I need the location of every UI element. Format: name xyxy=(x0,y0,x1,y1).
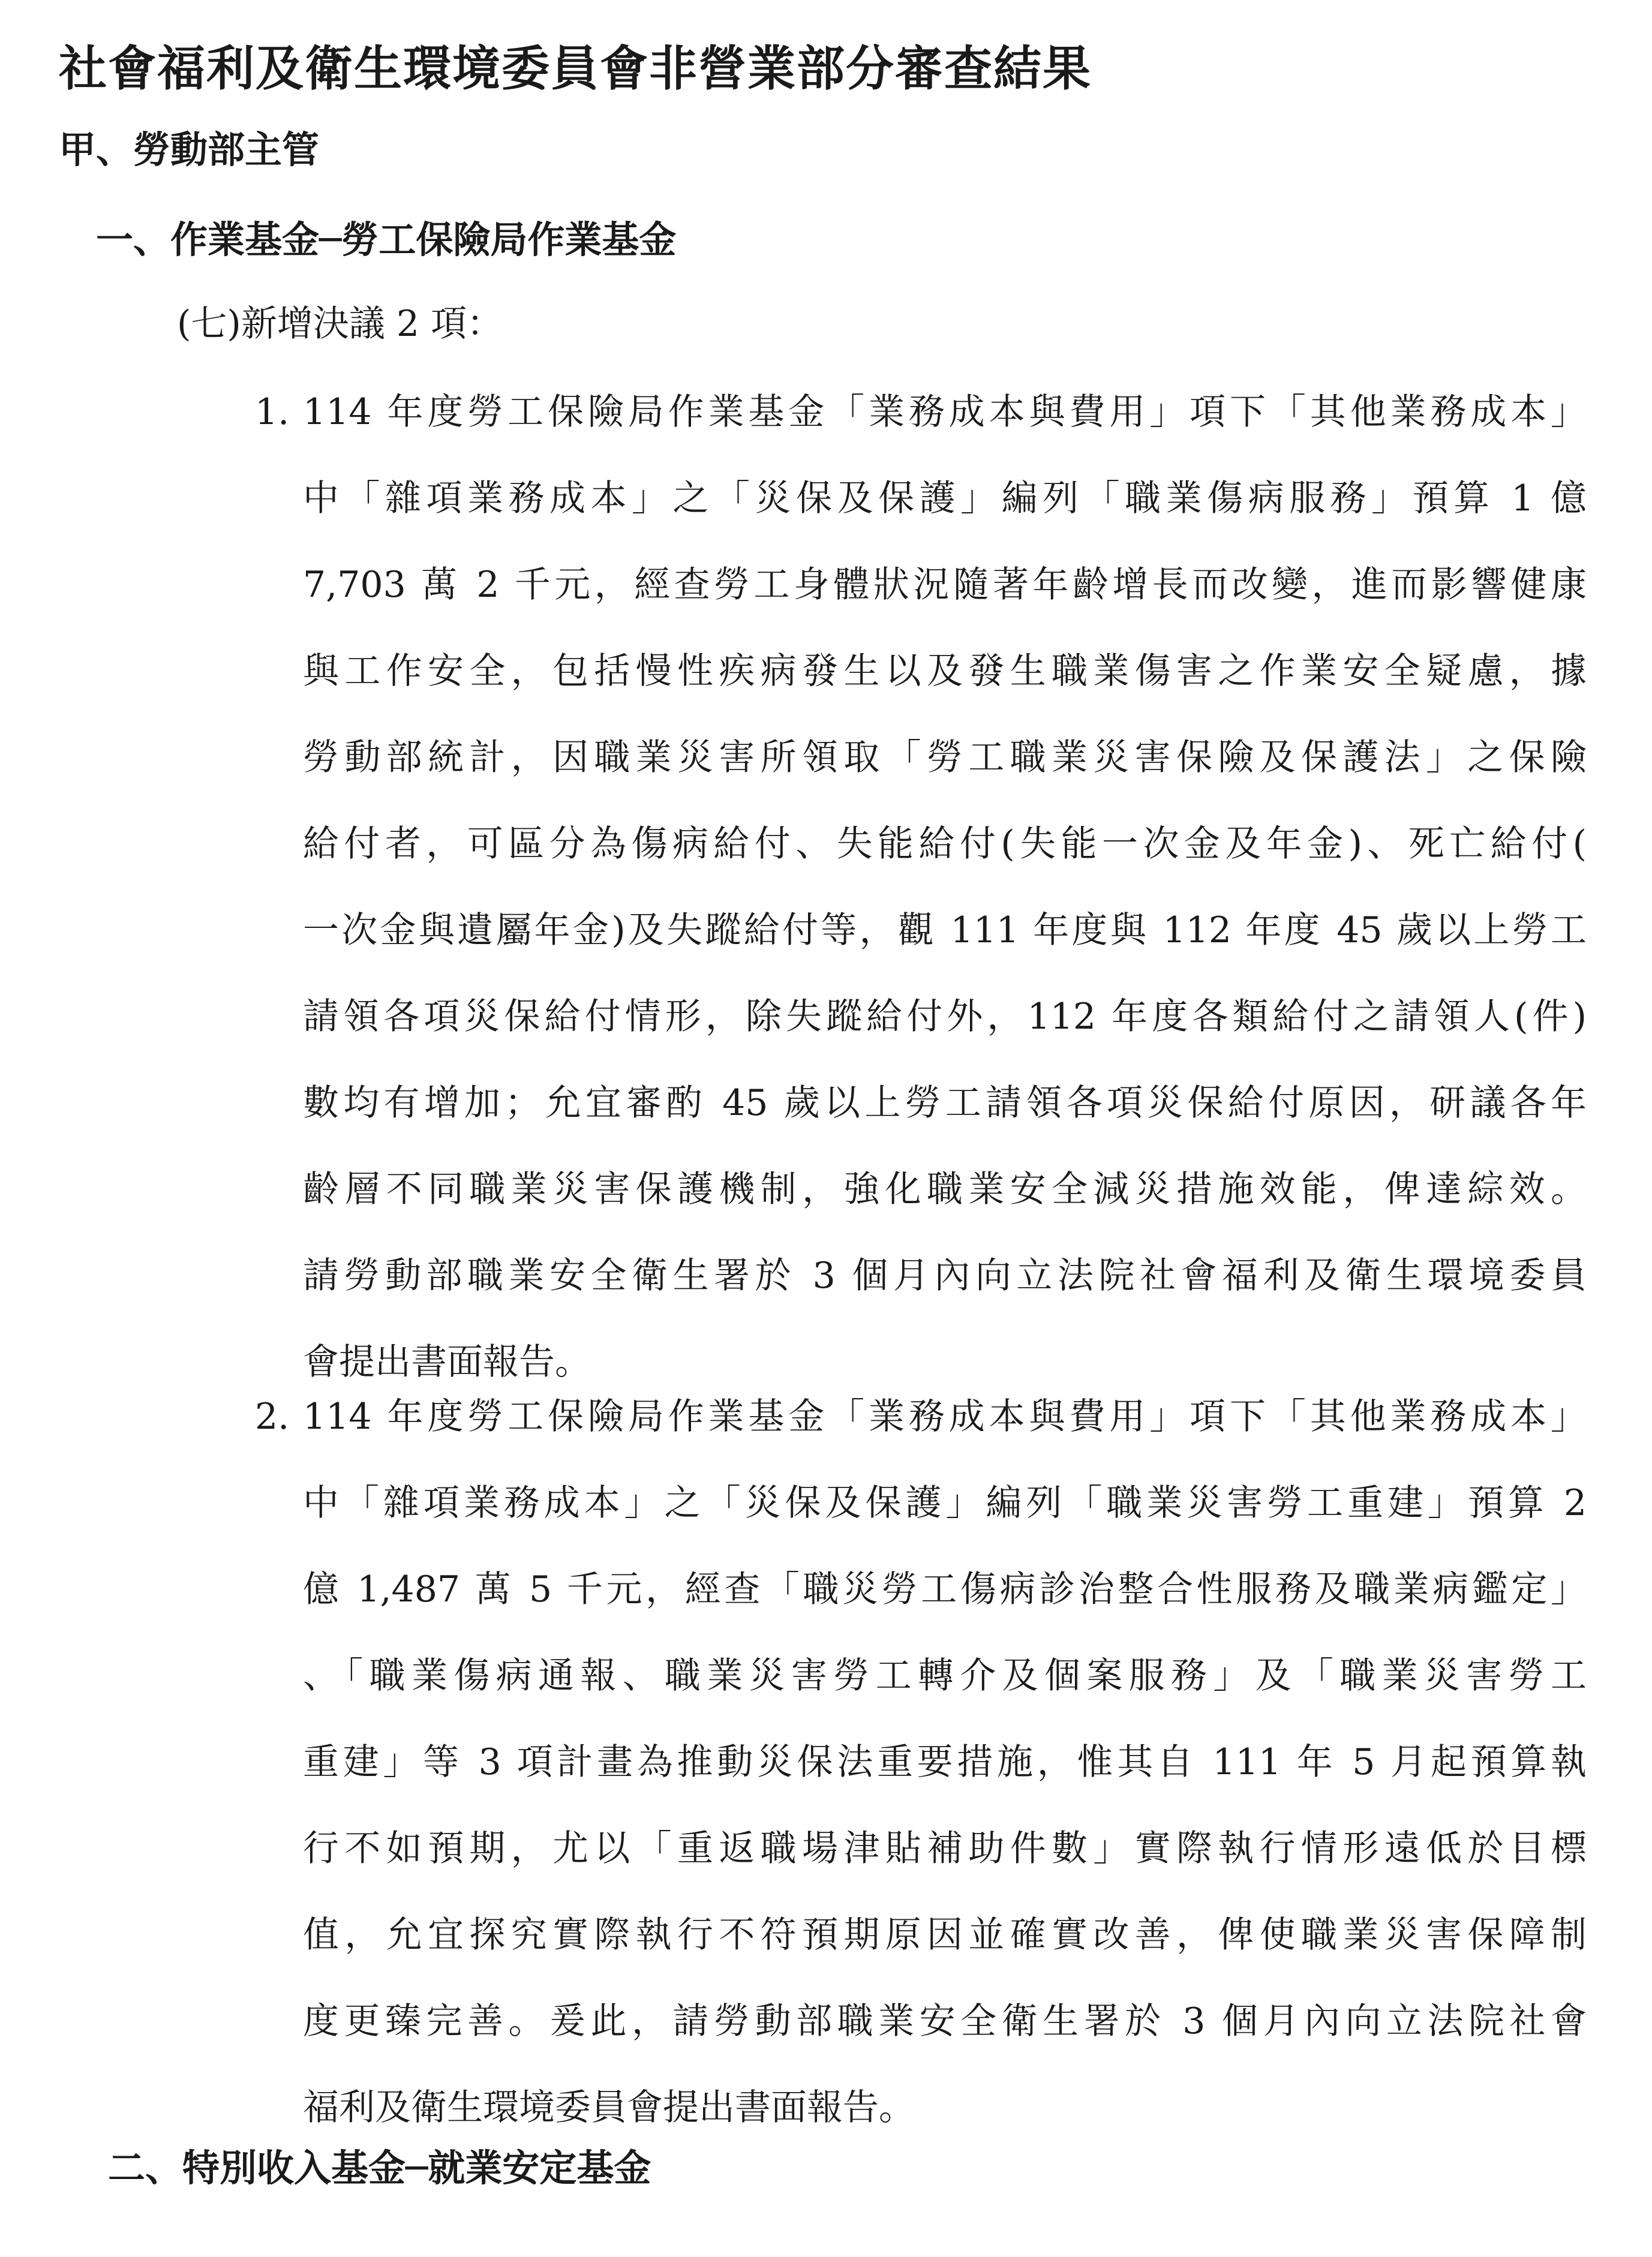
item-line: 與工作安全，包括慢性疾病發生以及發生職業傷害之作業安全疑慮，據 xyxy=(303,650,1587,692)
item-number: 2. xyxy=(255,1396,290,1438)
item-line: 數均有增加；允宜審酌 45 歲以上勞工請領各項災保給付原因，研議各年 xyxy=(303,1082,1587,1124)
item-line: 福利及衛生環境委員會提出書面報告。 xyxy=(303,2087,915,2129)
item-line: 中「雜項業務成本」之「災保及保護」編列「職業災害勞工重建」預算 2 xyxy=(303,1482,1587,1524)
item-line: 一次金與遺屬年金)及失蹤給付等，觀 111 年度與 112 年度 45 歲以上勞工 xyxy=(303,909,1587,951)
resolution-item-1 xyxy=(255,369,1587,1405)
item-line: 億 1,487 萬 5 千元，經查「職災勞工傷病診治整合性服務及職業病鑑定」 xyxy=(303,1568,1587,1610)
item-line: 114 年度勞工保險局作業基金「業務成本與費用」項下「其他業務成本」 xyxy=(303,1396,1587,1438)
section-heading-1: 一、作業基金─勞工保險局作業基金 xyxy=(96,218,677,262)
item-line: 度更臻完善。爰此，請勞動部職業安全衛生署於 3 個月內向立法院社會 xyxy=(303,2000,1587,2042)
item-line: 7,703 萬 2 千元，經查勞工身體狀況隨著年齡增長而改變，進而影響健康 xyxy=(303,564,1587,606)
item-line: 勞動部統計，因職業災害所領取「勞工職業災害保險及保護法」之保險 xyxy=(303,737,1587,779)
section-heading-a: 甲、勞動部主管 xyxy=(59,128,320,172)
item-line: 114 年度勞工保險局作業基金「業務成本與費用」項下「其他業務成本」 xyxy=(303,391,1587,433)
item-line: 請勞動部職業安全衛生署於 3 個月內向立法院社會福利及衛生環境委員 xyxy=(303,1255,1587,1297)
item-line: 給付者，可區分為傷病給付、失能給付(失能一次金及年金)、死亡給付( xyxy=(303,823,1587,865)
item-line: 中「雜項業務成本」之「災保及保護」編列「職業傷病服務」預算 1 億 xyxy=(303,477,1587,519)
item-line: 值，允宜探究實際執行不符預期原因並確實改善，俾使職業災害保障制 xyxy=(303,1914,1587,1956)
item-line: 重建」等 3 項計畫為推動災保法重要措施，惟其自 111 年 5 月起預算執 xyxy=(303,1741,1587,1783)
item-number: 1. xyxy=(255,391,290,433)
page-title: 社會福利及衛生環境委員會非營業部分審查結果 xyxy=(59,41,1092,97)
resolution-item-2 xyxy=(255,1374,1587,2151)
item-line: 齡層不同職業災害保護機制，強化職業安全減災措施效能，俾達綜效。 xyxy=(303,1168,1587,1210)
section-heading-2: 二、特別收入基金─就業安定基金 xyxy=(108,2146,651,2190)
item-line: 、「職業傷病通報、職業災害勞工轉介及個案服務」及「職業災害勞工 xyxy=(303,1655,1587,1697)
subsection-heading: (七)新增決議 2 項： xyxy=(177,303,503,345)
item-line: 會提出書面報告。 xyxy=(303,1341,591,1383)
item-line: 行不如預期，尤以「重返職場津貼補助件數」實際執行情形遠低於目標 xyxy=(303,1828,1587,1870)
item-line: 請領各項災保給付情形，除失蹤給付外，112 年度各類給付之請領人(件) xyxy=(303,996,1587,1038)
